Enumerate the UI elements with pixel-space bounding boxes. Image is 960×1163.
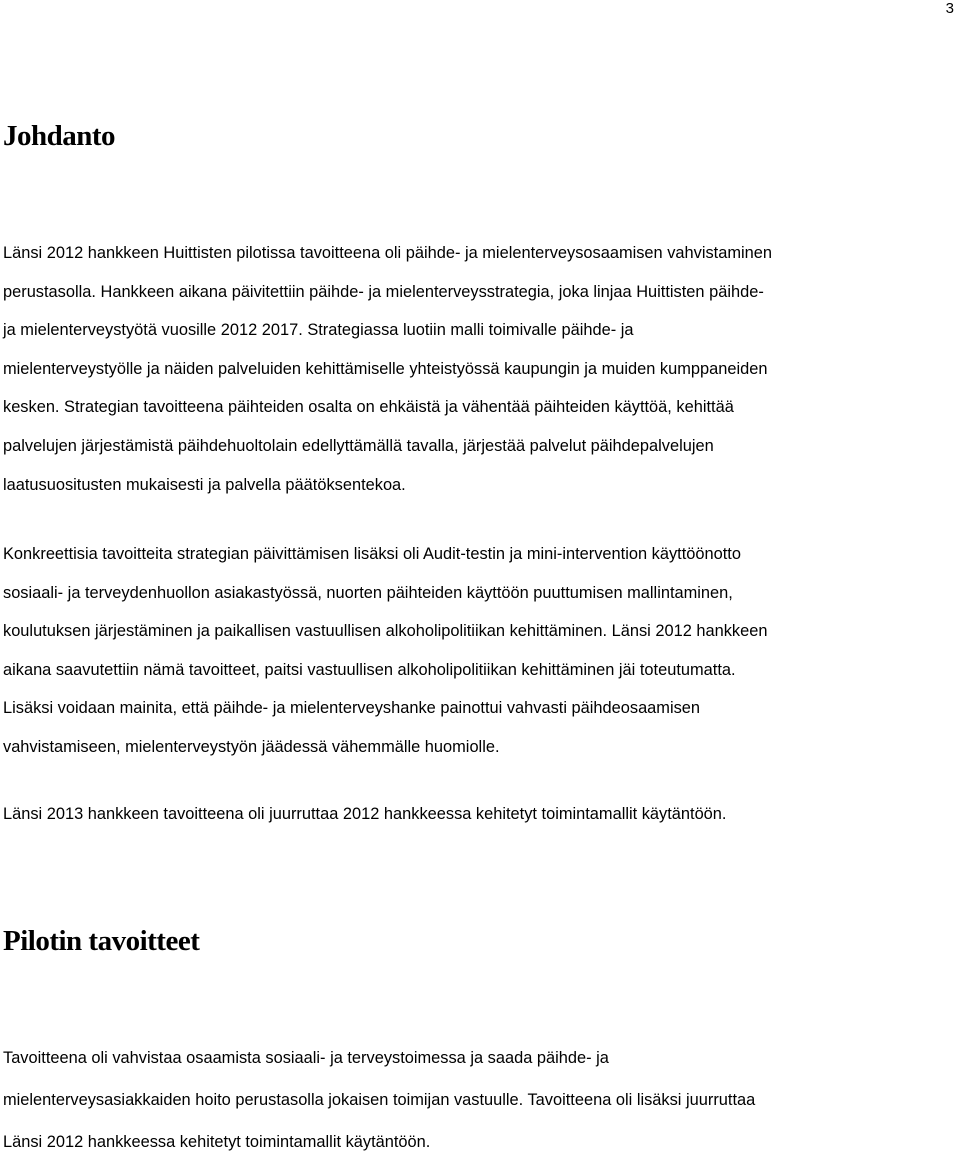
intro-paragraph-1 <box>3 234 955 504</box>
text-line: Tavoitteena oli vahvistaa osaamista sosiaali- ja terveystoimessa ja saada päihde- ja <box>3 1049 609 1067</box>
text-line: perustasolla. Hankkeen aikana päivitettiin päihde- ja mielenterveysstrategia, joka linjaa Huittisten päihde- <box>3 282 764 301</box>
text-line: ja mielenterveystyötä vuosille 2012 2017. Strategiassa luotiin malli toimivalle päihde- ja <box>3 321 634 340</box>
page-number: 3 <box>945 0 954 17</box>
text-line: palvelujen järjestämistä päihdehuoltolain edellyttämällä tavalla, järjestää palvelut päihdepalvelujen <box>3 436 714 455</box>
intro-paragraph-3 <box>3 795 955 834</box>
text-line: mielenterveysasiakkaiden hoito perustasolla jokaisen toimijan vastuulle. Tavoitteena oli lisäksi juurruttaa <box>3 1091 756 1109</box>
text-line: Länsi 2012 hankkeen Huittisten pilotissa tavoitteena oli päihde- ja mielenterveysosaamisen vahvistaminen <box>3 244 772 262</box>
goals-paragraph-1 <box>3 1037 955 1163</box>
text-line: Konkreettisia tavoitteita strategian päivittämisen lisäksi oli Audit-testin ja mini-intervention käyttöönotto <box>3 545 741 563</box>
text-line: Länsi 2012 hankkeessa kehitetyt toimintamallit käytäntöön. <box>3 1133 431 1151</box>
text-line: kesken. Strategian tavoitteena päihteiden osalta on ehkäistä ja vähentää päihteiden käyttöä, kehittää <box>3 398 734 417</box>
text-line: Länsi 2013 hankkeen tavoitteena oli juurruttaa 2012 hankkeessa kehitetyt toimintamallit käytäntöön. <box>3 805 727 823</box>
text-line: sosiaali- ja terveydenhuollon asiakastyössä, nuorten päihteiden käyttöön puuttumisen mallintaminen, <box>3 583 733 602</box>
text-line: mielenterveystyölle ja näiden palveluiden kehittämiselle yhteistyössä kaupungin ja muiden kumppaneiden <box>3 359 768 378</box>
text-line: koulutuksen järjestäminen ja paikallisen vastuullisen alkoholipolitiikan kehittäminen. Länsi 2012 hankkeen <box>3 622 768 641</box>
text-line: vahvistamiseen, mielenterveystyön jäädessä vähemmälle huomiolle. <box>3 737 500 756</box>
text-line: Lisäksi voidaan mainita, että päihde- ja mielenterveyshanke painottui vahvasti päihdeosaamisen <box>3 699 701 718</box>
text-line: aikana saavutettiin nämä tavoitteet, paitsi vastuullisen alkoholipolitiikan kehittäminen jäi toteutumatta. <box>3 660 736 679</box>
text-line: laatusuositusten mukaisesti ja palvella päätöksentekoa. <box>3 475 406 494</box>
section-heading-johdanto: Johdanto <box>3 120 116 152</box>
intro-paragraph-2 <box>3 535 955 767</box>
section-heading-pilotin-tavoitteet: Pilotin tavoitteet <box>3 925 200 957</box>
